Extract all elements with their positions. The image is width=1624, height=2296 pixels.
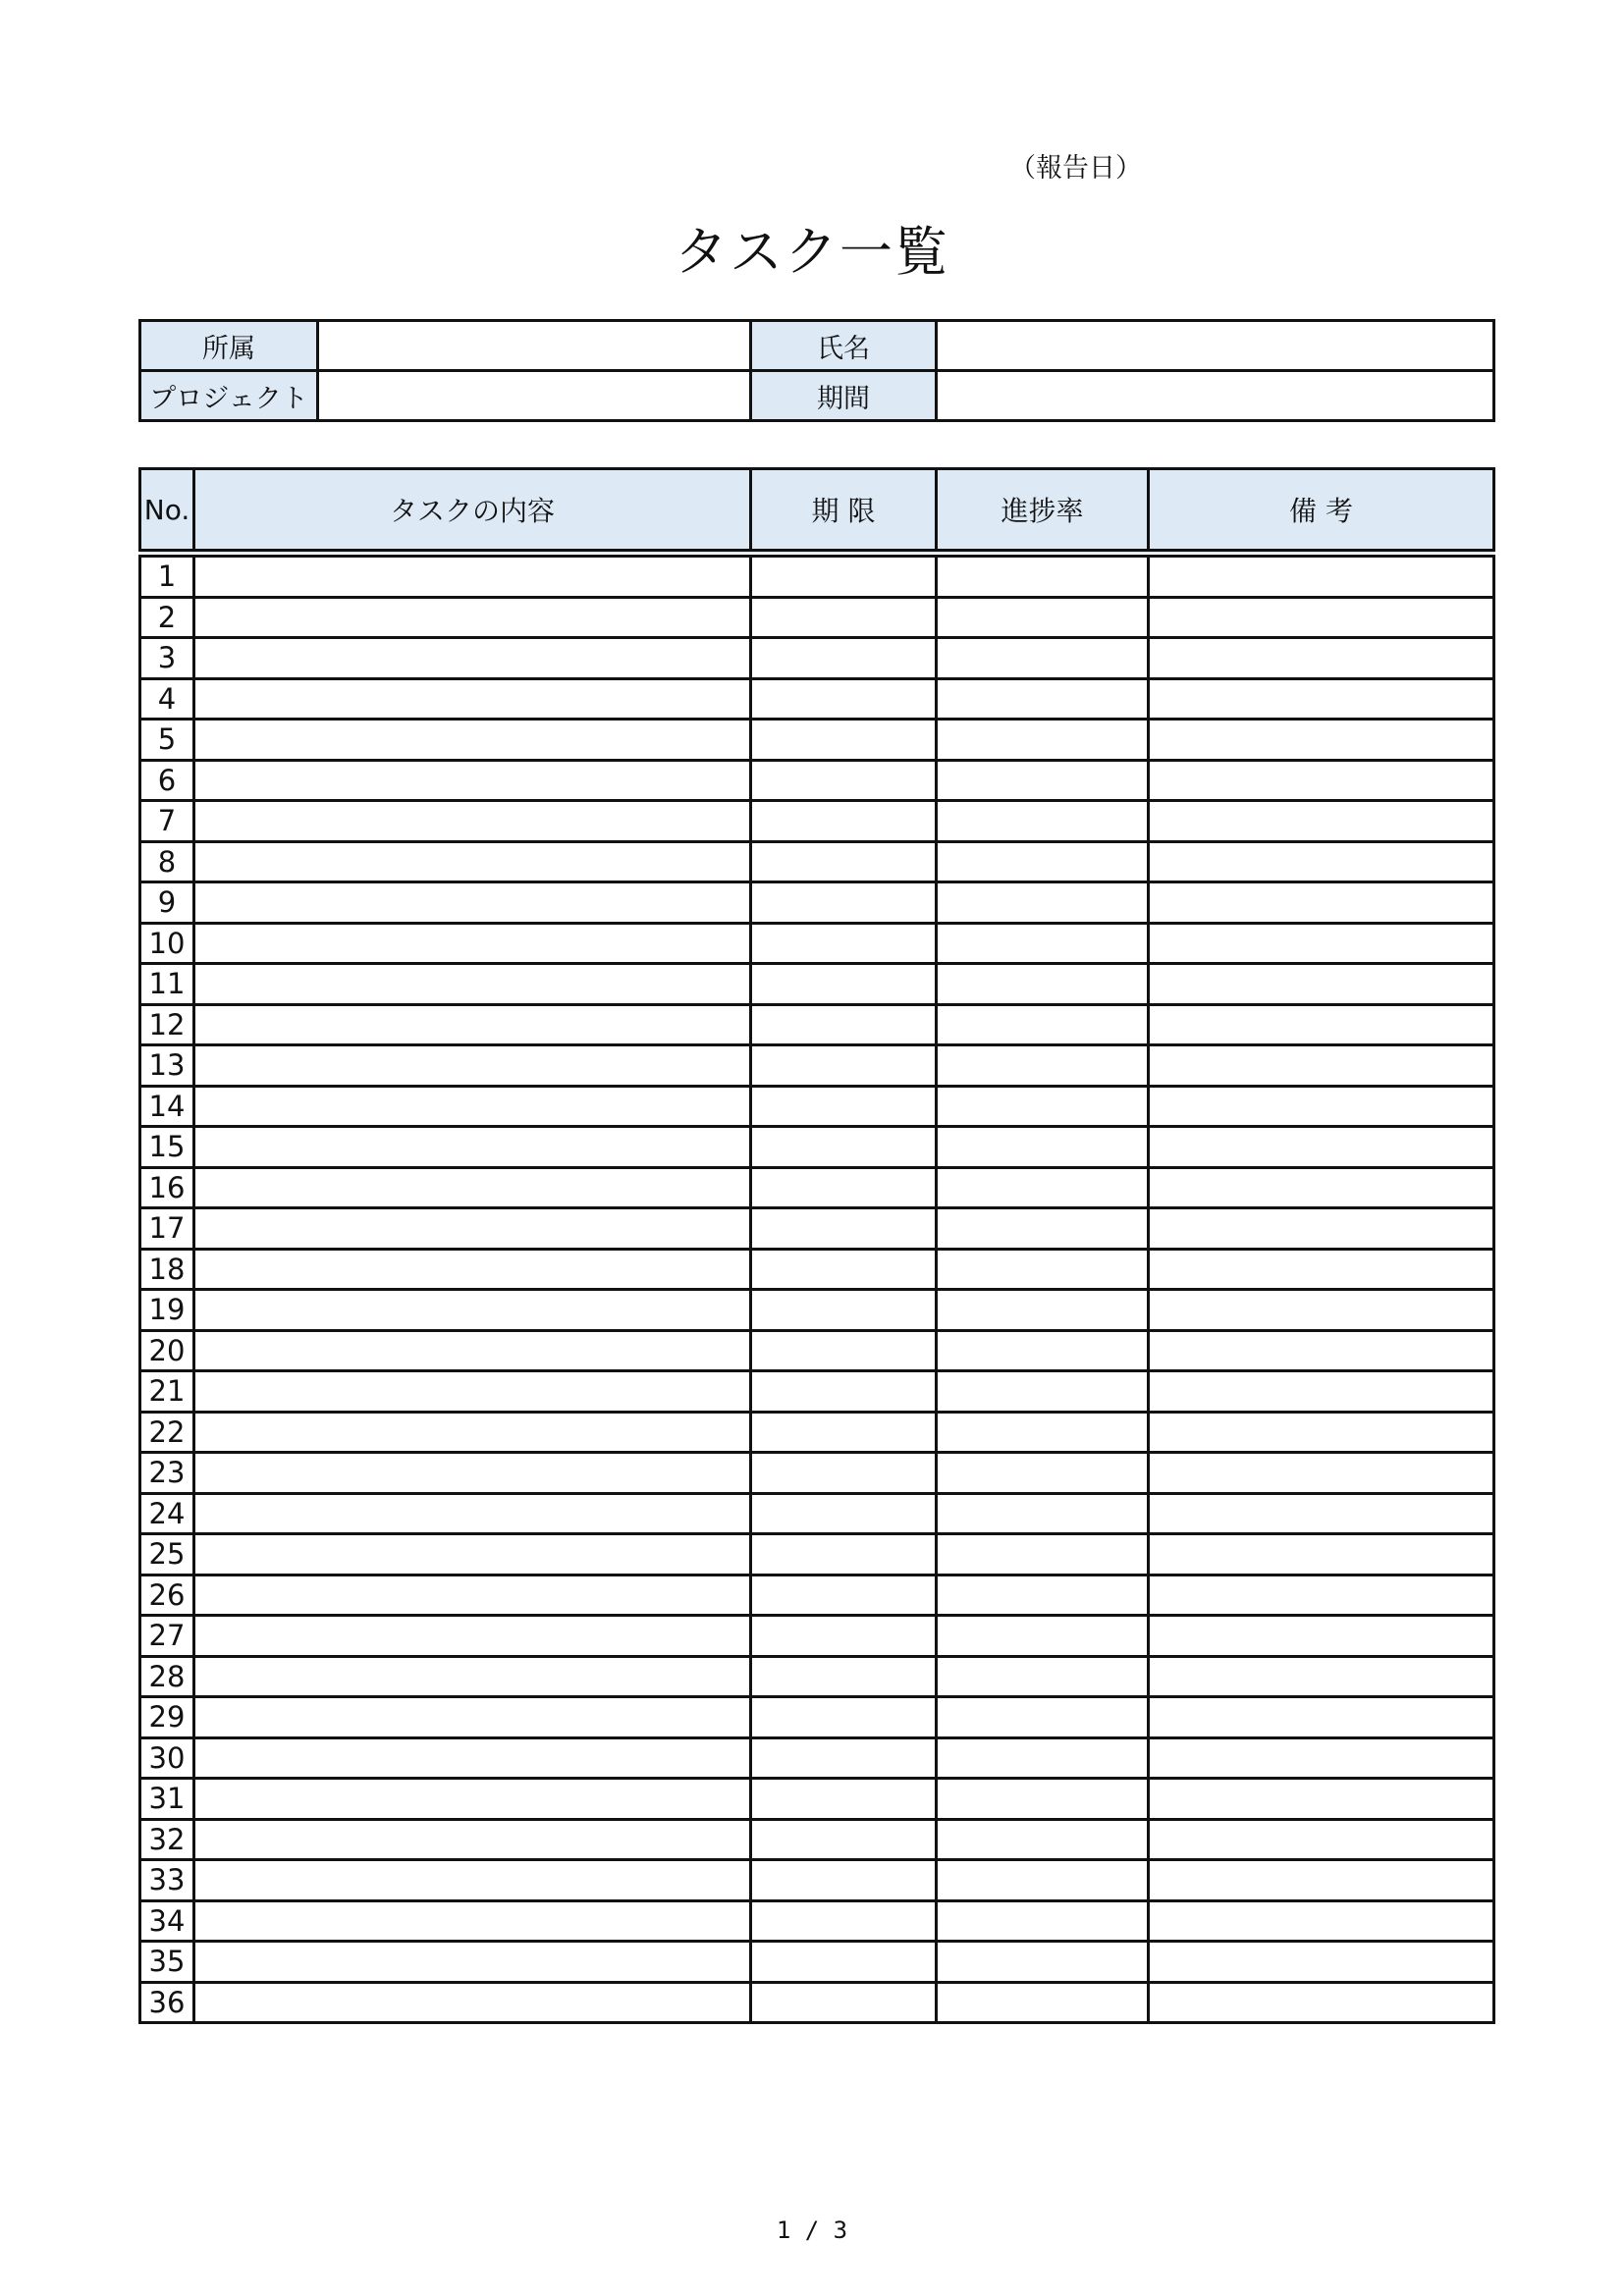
task-remarks-cell[interactable]	[1149, 1779, 1494, 1820]
page-number: 1 / 3	[776, 2216, 848, 2244]
task-content-cell[interactable]	[194, 1900, 751, 1942]
task-progress-cell[interactable]	[937, 1493, 1149, 1534]
row-number: 27	[140, 1616, 194, 1657]
row-number: 6	[140, 760, 194, 801]
table-row	[140, 1493, 1494, 1534]
task-progress-cell[interactable]	[937, 678, 1149, 720]
row-number: 18	[140, 1249, 194, 1290]
info-row-project	[140, 371, 1494, 421]
task-remarks-cell[interactable]	[1149, 1982, 1494, 2023]
task-remarks-cell[interactable]	[1149, 638, 1494, 679]
affiliation-label: 所属	[140, 321, 318, 371]
period-label: 期間	[751, 371, 937, 421]
task-content-cell[interactable]	[194, 964, 751, 1005]
task-progress-cell[interactable]	[937, 760, 1149, 801]
task-remarks-cell[interactable]	[1149, 801, 1494, 842]
header-progress: 進捗率	[937, 469, 1149, 554]
task-deadline-cell[interactable]	[751, 882, 937, 924]
task-remarks-cell[interactable]	[1149, 1330, 1494, 1371]
task-content-cell[interactable]	[194, 1575, 751, 1616]
task-progress-cell[interactable]	[937, 1982, 1149, 2023]
project-label: プロジェクト	[140, 371, 318, 421]
project-field[interactable]	[318, 371, 751, 421]
name-field[interactable]	[937, 321, 1494, 371]
task-content-cell[interactable]	[194, 638, 751, 679]
table-row	[140, 1371, 1494, 1413]
task-remarks-cell[interactable]	[1149, 964, 1494, 1005]
row-number: 3	[140, 638, 194, 679]
table-row	[140, 1779, 1494, 1820]
row-number: 5	[140, 720, 194, 761]
task-deadline-cell[interactable]	[751, 1656, 937, 1697]
row-number: 32	[140, 1819, 194, 1860]
task-content-cell[interactable]	[194, 1045, 751, 1087]
task-content-cell[interactable]	[194, 1942, 751, 1983]
header-content: タスクの内容	[194, 469, 751, 554]
task-remarks-cell[interactable]	[1149, 1819, 1494, 1860]
task-deadline-cell[interactable]	[751, 1249, 937, 1290]
task-progress-cell[interactable]	[937, 1737, 1149, 1779]
task-remarks-cell[interactable]	[1149, 1534, 1494, 1575]
task-progress-cell[interactable]	[937, 1942, 1149, 1983]
task-remarks-cell[interactable]	[1149, 1737, 1494, 1779]
row-number: 15	[140, 1127, 194, 1168]
header-remarks: 備 考	[1149, 469, 1494, 554]
task-remarks-cell[interactable]	[1149, 554, 1494, 598]
table-row	[140, 1942, 1494, 1983]
table-row	[140, 678, 1494, 720]
task-progress-cell[interactable]	[937, 597, 1149, 638]
task-deadline-cell[interactable]	[751, 1819, 937, 1860]
row-number: 14	[140, 1086, 194, 1127]
row-number: 22	[140, 1412, 194, 1453]
task-deadline-cell[interactable]	[751, 923, 937, 964]
task-content-cell[interactable]	[194, 1737, 751, 1779]
task-deadline-cell[interactable]	[751, 1900, 937, 1942]
task-deadline-cell[interactable]	[751, 1208, 937, 1250]
task-remarks-cell[interactable]	[1149, 1860, 1494, 1901]
row-number: 28	[140, 1656, 194, 1697]
row-number: 9	[140, 882, 194, 924]
task-progress-cell[interactable]	[937, 1249, 1149, 1290]
table-row	[140, 597, 1494, 638]
task-remarks-cell[interactable]	[1149, 1656, 1494, 1697]
task-progress-cell[interactable]	[937, 923, 1149, 964]
task-deadline-cell[interactable]	[751, 1167, 937, 1208]
task-content-cell[interactable]	[194, 1697, 751, 1738]
task-remarks-cell[interactable]	[1149, 841, 1494, 882]
task-content-cell[interactable]	[194, 760, 751, 801]
table-row	[140, 720, 1494, 761]
table-row	[140, 882, 1494, 924]
task-deadline-cell[interactable]	[751, 1942, 937, 1983]
task-content-cell[interactable]	[194, 1371, 751, 1413]
table-row	[140, 1290, 1494, 1331]
task-progress-cell[interactable]	[937, 720, 1149, 761]
task-deadline-cell[interactable]	[751, 1493, 937, 1534]
task-remarks-cell[interactable]	[1149, 1290, 1494, 1331]
row-number: 21	[140, 1371, 194, 1413]
task-content-cell[interactable]	[194, 720, 751, 761]
task-content-cell[interactable]	[194, 1127, 751, 1168]
table-row	[140, 1127, 1494, 1168]
row-number: 30	[140, 1737, 194, 1779]
task-progress-cell[interactable]	[937, 1453, 1149, 1494]
row-number: 17	[140, 1208, 194, 1250]
task-content-cell[interactable]	[194, 1208, 751, 1250]
task-progress-cell[interactable]	[937, 1616, 1149, 1657]
task-deadline-cell[interactable]	[751, 964, 937, 1005]
task-progress-cell[interactable]	[937, 964, 1149, 1005]
row-number: 24	[140, 1493, 194, 1534]
task-table-body	[140, 554, 1494, 2023]
task-content-cell[interactable]	[194, 678, 751, 720]
page-title: タスク一覧	[675, 221, 949, 283]
task-remarks-cell[interactable]	[1149, 720, 1494, 761]
task-content-cell[interactable]	[194, 1290, 751, 1331]
row-number: 7	[140, 801, 194, 842]
task-remarks-cell[interactable]	[1149, 597, 1494, 638]
task-table	[138, 467, 1495, 2024]
task-progress-cell[interactable]	[937, 1697, 1149, 1738]
task-deadline-cell[interactable]	[751, 1045, 937, 1087]
table-row	[140, 1330, 1494, 1371]
task-remarks-cell[interactable]	[1149, 1371, 1494, 1413]
task-content-cell[interactable]	[194, 1412, 751, 1453]
affiliation-field[interactable]	[318, 321, 751, 371]
task-remarks-cell[interactable]	[1149, 760, 1494, 801]
row-number: 8	[140, 841, 194, 882]
task-progress-cell[interactable]	[937, 1575, 1149, 1616]
table-row	[140, 841, 1494, 882]
task-progress-cell[interactable]	[937, 1127, 1149, 1168]
task-progress-cell[interactable]	[937, 1086, 1149, 1127]
task-content-cell[interactable]	[194, 923, 751, 964]
task-deadline-cell[interactable]	[751, 1371, 937, 1413]
task-deadline-cell[interactable]	[751, 1086, 937, 1127]
table-row	[140, 923, 1494, 964]
task-content-cell[interactable]	[194, 1860, 751, 1901]
task-progress-cell[interactable]	[937, 1534, 1149, 1575]
task-progress-cell[interactable]	[937, 1779, 1149, 1820]
table-row	[140, 1045, 1494, 1087]
task-deadline-cell[interactable]	[751, 638, 937, 679]
table-row	[140, 1656, 1494, 1697]
task-progress-cell[interactable]	[937, 1208, 1149, 1250]
table-row	[140, 1819, 1494, 1860]
task-content-cell[interactable]	[194, 1819, 751, 1860]
task-remarks-cell[interactable]	[1149, 1493, 1494, 1534]
table-row	[140, 1737, 1494, 1779]
task-deadline-cell[interactable]	[751, 1779, 937, 1820]
task-deadline-cell[interactable]	[751, 597, 937, 638]
task-deadline-cell[interactable]	[751, 1860, 937, 1901]
task-progress-cell[interactable]	[937, 841, 1149, 882]
task-progress-cell[interactable]	[937, 1290, 1149, 1331]
task-progress-cell[interactable]	[937, 638, 1149, 679]
table-row	[140, 1249, 1494, 1290]
table-row	[140, 801, 1494, 842]
table-row	[140, 638, 1494, 679]
task-progress-cell[interactable]	[937, 1330, 1149, 1371]
task-remarks-cell[interactable]	[1149, 1697, 1494, 1738]
task-deadline-cell[interactable]	[751, 841, 937, 882]
table-row	[140, 964, 1494, 1005]
task-remarks-cell[interactable]	[1149, 923, 1494, 964]
row-number: 34	[140, 1900, 194, 1942]
task-remarks-cell[interactable]	[1149, 882, 1494, 924]
task-content-cell[interactable]	[194, 1167, 751, 1208]
task-table-header	[140, 469, 1494, 554]
header-deadline: 期 限	[751, 469, 937, 554]
row-number: 26	[140, 1575, 194, 1616]
task-deadline-cell[interactable]	[751, 554, 937, 598]
info-table	[138, 319, 1495, 422]
task-content-cell[interactable]	[194, 1249, 751, 1290]
task-remarks-cell[interactable]	[1149, 678, 1494, 720]
task-content-cell[interactable]	[194, 841, 751, 882]
table-row	[140, 1616, 1494, 1657]
table-row	[140, 1697, 1494, 1738]
row-number: 25	[140, 1534, 194, 1575]
task-remarks-cell[interactable]	[1149, 1045, 1494, 1087]
row-number: 31	[140, 1779, 194, 1820]
info-row-affiliation	[140, 321, 1494, 371]
task-content-cell[interactable]	[194, 1330, 751, 1371]
row-number: 16	[140, 1167, 194, 1208]
task-deadline-cell[interactable]	[751, 1616, 937, 1657]
task-content-cell[interactable]	[194, 1534, 751, 1575]
task-content-cell[interactable]	[194, 1004, 751, 1045]
task-remarks-cell[interactable]	[1149, 1616, 1494, 1657]
table-row	[140, 554, 1494, 598]
row-number: 13	[140, 1045, 194, 1087]
row-number: 2	[140, 597, 194, 638]
row-number: 10	[140, 923, 194, 964]
table-row	[140, 1086, 1494, 1127]
task-remarks-cell[interactable]	[1149, 1208, 1494, 1250]
task-progress-cell[interactable]	[937, 1819, 1149, 1860]
task-progress-cell[interactable]	[937, 1656, 1149, 1697]
task-content-cell[interactable]	[194, 1982, 751, 2023]
report-date-label: （報告日）	[1009, 153, 1142, 184]
task-remarks-cell[interactable]	[1149, 1900, 1494, 1942]
task-deadline-cell[interactable]	[751, 1575, 937, 1616]
task-deadline-cell[interactable]	[751, 1737, 937, 1779]
task-remarks-cell[interactable]	[1149, 1127, 1494, 1168]
task-remarks-cell[interactable]	[1149, 1942, 1494, 1983]
task-remarks-cell[interactable]	[1149, 1412, 1494, 1453]
table-row	[140, 1453, 1494, 1494]
task-deadline-cell[interactable]	[751, 1290, 937, 1331]
task-progress-cell[interactable]	[937, 1412, 1149, 1453]
task-progress-cell[interactable]	[937, 1045, 1149, 1087]
table-row	[140, 1575, 1494, 1616]
task-progress-cell[interactable]	[937, 554, 1149, 598]
task-content-cell[interactable]	[194, 1656, 751, 1697]
task-deadline-cell[interactable]	[751, 1127, 937, 1168]
table-row	[140, 1208, 1494, 1250]
table-row	[140, 760, 1494, 801]
row-number: 29	[140, 1697, 194, 1738]
task-progress-cell[interactable]	[937, 1900, 1149, 1942]
task-content-cell[interactable]	[194, 1493, 751, 1534]
task-content-cell[interactable]	[194, 554, 751, 598]
task-progress-cell[interactable]	[937, 1860, 1149, 1901]
row-number: 35	[140, 1942, 194, 1983]
period-field[interactable]	[937, 371, 1494, 421]
task-remarks-cell[interactable]	[1149, 1004, 1494, 1045]
table-row	[140, 1982, 1494, 2023]
task-remarks-cell[interactable]	[1149, 1167, 1494, 1208]
task-deadline-cell[interactable]	[751, 760, 937, 801]
task-progress-cell[interactable]	[937, 1167, 1149, 1208]
table-row	[140, 1167, 1494, 1208]
row-number: 11	[140, 964, 194, 1005]
row-number: 36	[140, 1982, 194, 2023]
row-number: 20	[140, 1330, 194, 1371]
row-number: 12	[140, 1004, 194, 1045]
task-content-cell[interactable]	[194, 1616, 751, 1657]
table-row	[140, 1004, 1494, 1045]
task-progress-cell[interactable]	[937, 1004, 1149, 1045]
row-number: 33	[140, 1860, 194, 1901]
header-no: No.	[140, 469, 194, 554]
task-deadline-cell[interactable]	[751, 1982, 937, 2023]
task-deadline-cell[interactable]	[751, 1412, 937, 1453]
task-remarks-cell[interactable]	[1149, 1575, 1494, 1616]
table-row	[140, 1534, 1494, 1575]
task-content-cell[interactable]	[194, 597, 751, 638]
task-remarks-cell[interactable]	[1149, 1453, 1494, 1494]
task-progress-cell[interactable]	[937, 882, 1149, 924]
task-deadline-cell[interactable]	[751, 720, 937, 761]
row-number: 4	[140, 678, 194, 720]
task-deadline-cell[interactable]	[751, 678, 937, 720]
row-number: 1	[140, 554, 194, 598]
task-deadline-cell[interactable]	[751, 1330, 937, 1371]
task-content-cell[interactable]	[194, 882, 751, 924]
task-deadline-cell[interactable]	[751, 1004, 937, 1045]
task-content-cell[interactable]	[194, 1453, 751, 1494]
task-remarks-cell[interactable]	[1149, 1086, 1494, 1127]
task-progress-cell[interactable]	[937, 801, 1149, 842]
task-deadline-cell[interactable]	[751, 1453, 937, 1494]
task-remarks-cell[interactable]	[1149, 1249, 1494, 1290]
table-row	[140, 1412, 1494, 1453]
task-deadline-cell[interactable]	[751, 801, 937, 842]
task-progress-cell[interactable]	[937, 1371, 1149, 1413]
row-number: 23	[140, 1453, 194, 1494]
task-content-cell[interactable]	[194, 1086, 751, 1127]
name-label: 氏名	[751, 321, 937, 371]
table-row	[140, 1860, 1494, 1901]
task-content-cell[interactable]	[194, 1779, 751, 1820]
task-content-cell[interactable]	[194, 801, 751, 842]
task-deadline-cell[interactable]	[751, 1534, 937, 1575]
task-deadline-cell[interactable]	[751, 1697, 937, 1738]
row-number: 19	[140, 1290, 194, 1331]
table-row	[140, 1900, 1494, 1942]
